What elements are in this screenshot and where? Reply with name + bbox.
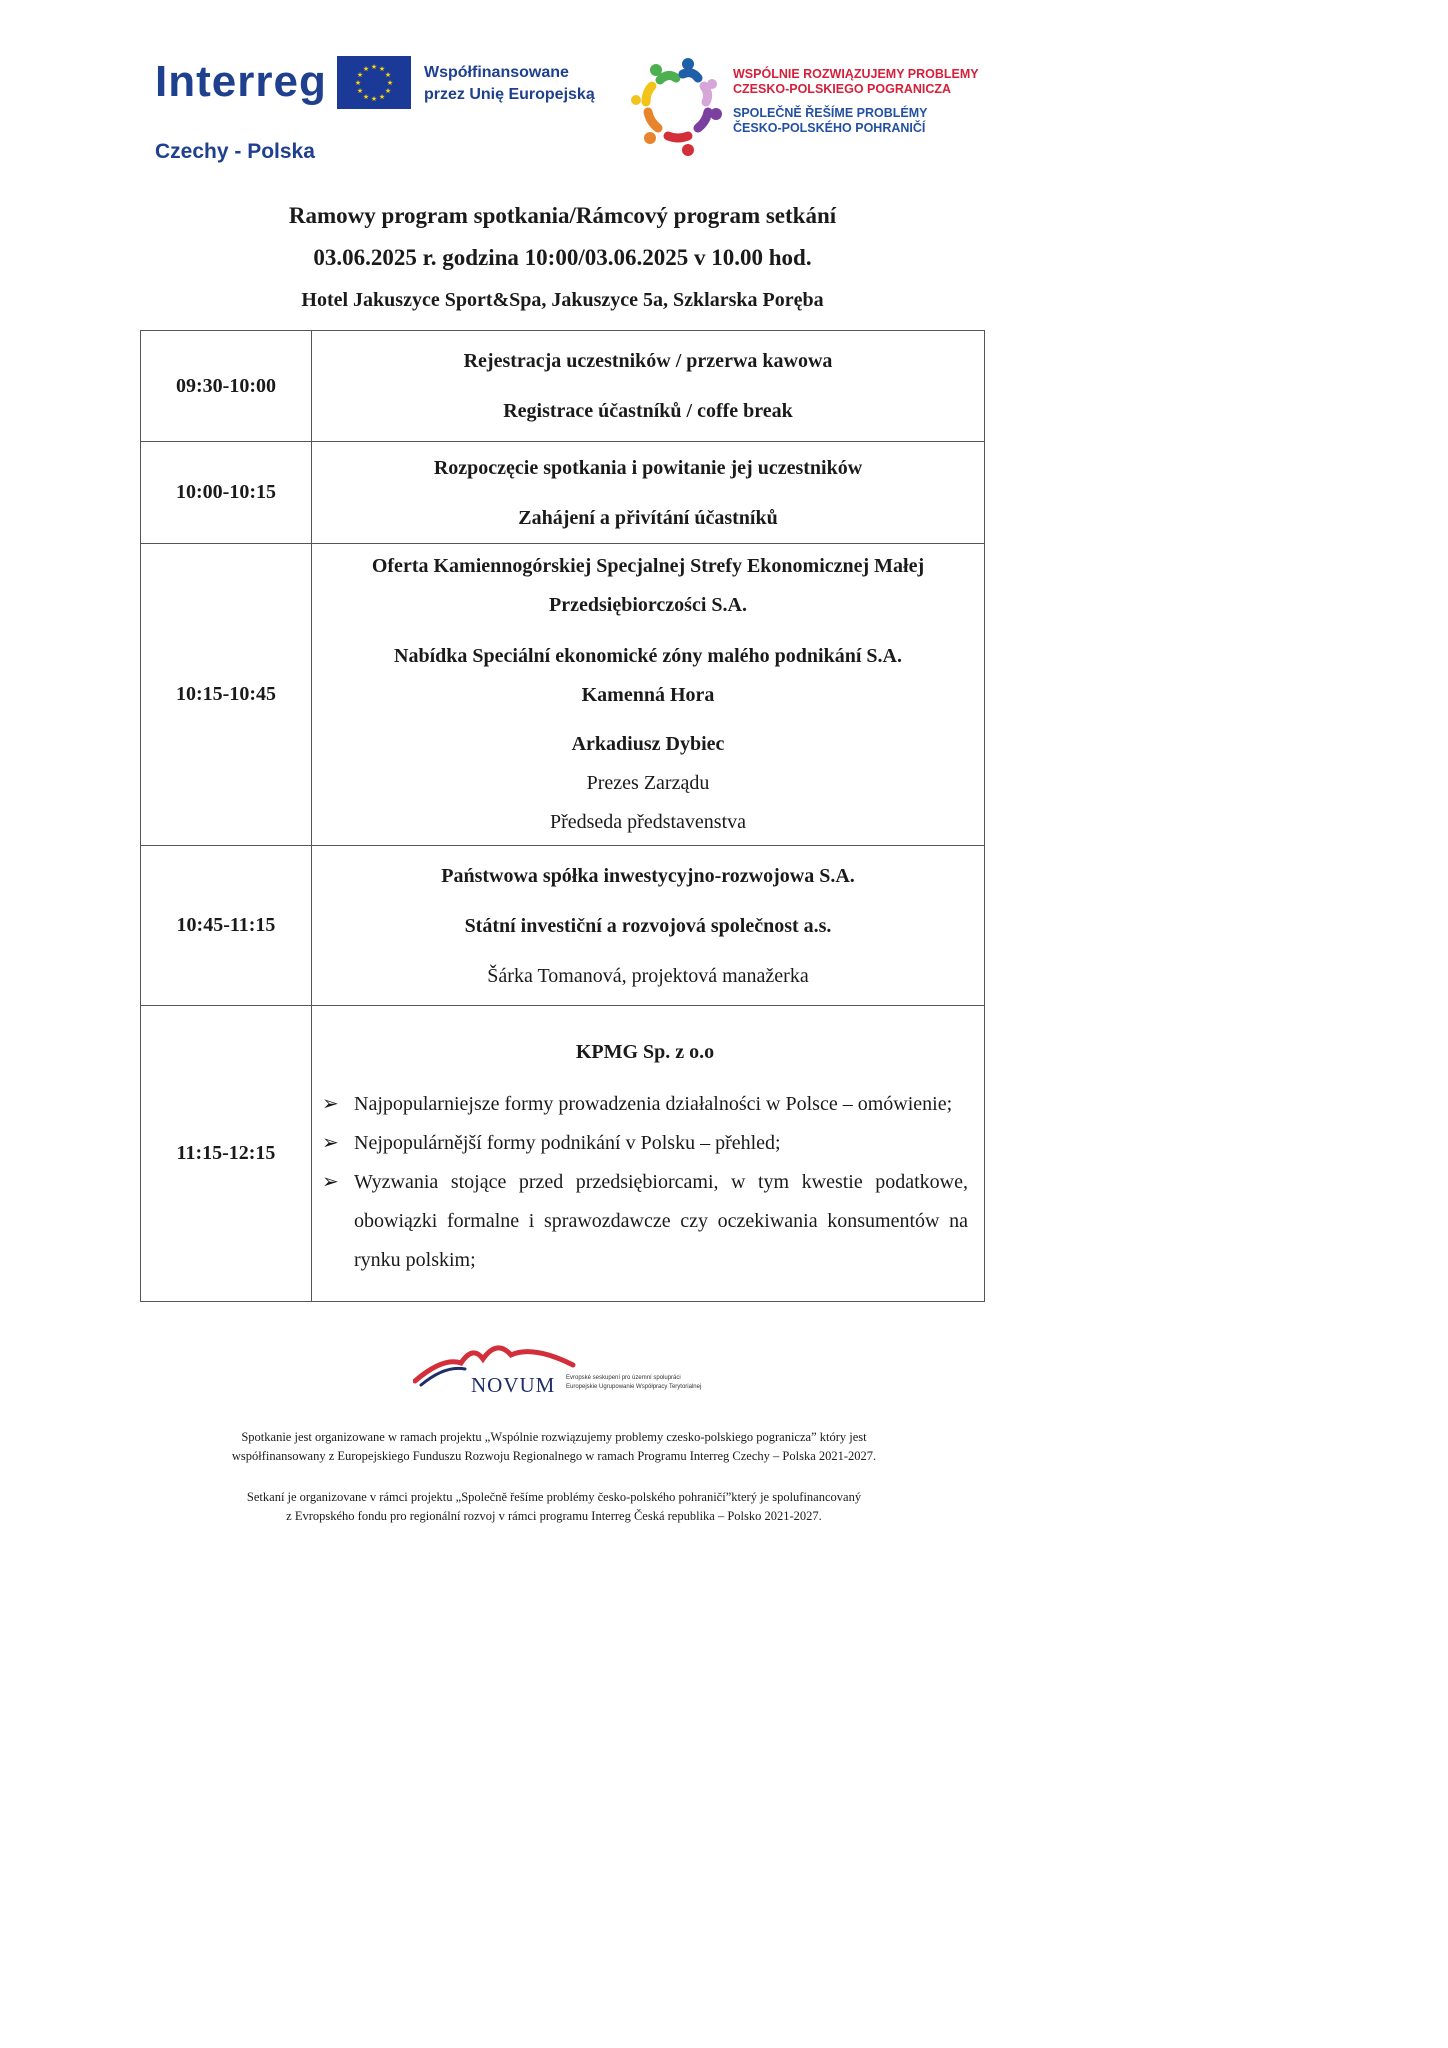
list-item: ➢ Nejpopulárnější formy podnikání v Polsku – přehled; [322,1124,968,1163]
description-cell [312,1006,985,1302]
company-name: KPMG Sp. z o.o [575,1041,715,1063]
time-cell: 09:30-10:00 [141,331,312,442]
interreg-region: Czechy - Polska [155,140,315,163]
svg-text:★: ★ [370,95,378,103]
svg-text:★: ★ [370,63,378,71]
speaker-role: Předseda představenstva [549,811,747,833]
svg-text:★: ★ [354,79,362,87]
eu-flag-icon [337,56,411,109]
speaker-name: Arkadiusz Dybiec [571,733,725,755]
description-cell: Rejestracja uczestników / przerwa kawowa Registrace účastníků / coffe break [312,331,985,442]
interreg-logo [155,57,327,106]
arrow-bullet-icon: ➢ [322,1132,339,1154]
list-item: ➢ Wyzwania stojące przed przedsiębiorcami, w tym kwestie podatkowe, obowiązki formalne i sprawozdawcze czy oczekiwania konsumentów na rynku polskim; [322,1163,968,1280]
time-cell: 11:15-12:15 [141,1006,312,1302]
svg-text:★: ★ [356,71,364,79]
speaker-name: Šárka Tomanová, projektová manažerka [487,964,809,987]
title-date: 03.06.2025 r. godzina 10:00/03.06.2025 v 10.00 hod. [313,245,812,270]
svg-text:★: ★ [386,79,394,87]
table-row [141,846,985,1006]
svg-text:★: ★ [384,87,392,95]
table-row [141,331,985,442]
time-cell: 10:45-11:15 [141,846,312,1006]
footer-note-cz: Setkaní je organizovane v rámci projektu „Společně řešíme problémy česko-polského pohraničí”který je spolufinancovaný z Evropského fondu pro regionální rozvoj v rámci programu Interreg Česká republika – Polsko 2021-2027. [246,1490,862,1523]
svg-text:★: ★ [378,93,386,101]
list-item: ➢ Najpopularniejsze formy prowadzenia działalności w Polsce – omówienie; [322,1085,968,1124]
arrow-bullet-icon: ➢ [322,1171,339,1193]
people-circle-logo-icon [628,56,728,156]
footer-note-pl: Spotkanie jest organizowane w ramach projektu „Wspólnie rozwiązujemy problemy czesko-polskiego pogranicza” który jest współfinansowany z Europejskiego Funduszu Rozwoju Regionalnego w ramach Programu Interreg Czechy – Polska 2021-2027. [231,1430,877,1463]
arrow-bullet-icon: ➢ [322,1093,339,1115]
description-cell: Państwowa spółka inwestycyjno-rozwojowa S.A. Státní investiční a rozvojová společnost a.s. Šárka Tomanová, projektová manažerka [312,846,985,1006]
title-program: Ramowy program spotkania/Rámcový program setkání [288,203,837,228]
document-title [140,196,985,320]
speaker-role: Prezes Zarządu [586,772,710,794]
svg-text:★: ★ [362,93,370,101]
schedule-table [140,330,985,1302]
table-row [141,1006,985,1302]
time-cell: 10:00-10:15 [141,442,312,544]
table-row [141,442,985,544]
svg-text:★: ★ [378,65,386,73]
svg-text:★: ★ [356,87,364,95]
svg-text:★: ★ [384,71,392,79]
description-cell: Oferta Kamiennogórskiej Specjalnej Strefy Ekonomicznej Małej Przedsiębiorczości S.A. Nabídka Speciální ekonomické zóny malého podnikání S.A. Kamenná Hora Arkadiusz Dybiec Prezes Zarządu Předseda představenstva [312,544,985,846]
table-row [141,544,985,846]
svg-text:★: ★ [362,65,370,73]
time-cell: 10:15-10:45 [141,544,312,846]
interreg-logo-text: Interreg [155,57,327,106]
novum-subtitle: Evropské seskupení pro územní spolupráci Europejskie Ugrupowanie Współpracy Terytorialnej [566,1375,702,1390]
title-venue: Hotel Jakuszyce Sport&Spa, Jakuszyce 5a, Szklarska Poręba [301,289,824,311]
topic-list [322,1085,968,1280]
eu-cofinance-label: Współfinansowane przez Unię Europejską [424,64,595,103]
project-slogan: WSPÓLNIE ROZWIĄZUJEMY PROBLEMY CZESKO-POLSKIEGO POGRANICZA SPOLEČNĚ ŘEŠÍME PROBLÉMY ČESKO-POLSKÉHO POHRANIČÍ [733,67,979,135]
novum-logo-text: NOVUM [471,1373,556,1397]
description-cell: Rozpoczęcie spotkania i powitanie jej uczestników Zahájení a přivítání účastníků [312,442,985,544]
